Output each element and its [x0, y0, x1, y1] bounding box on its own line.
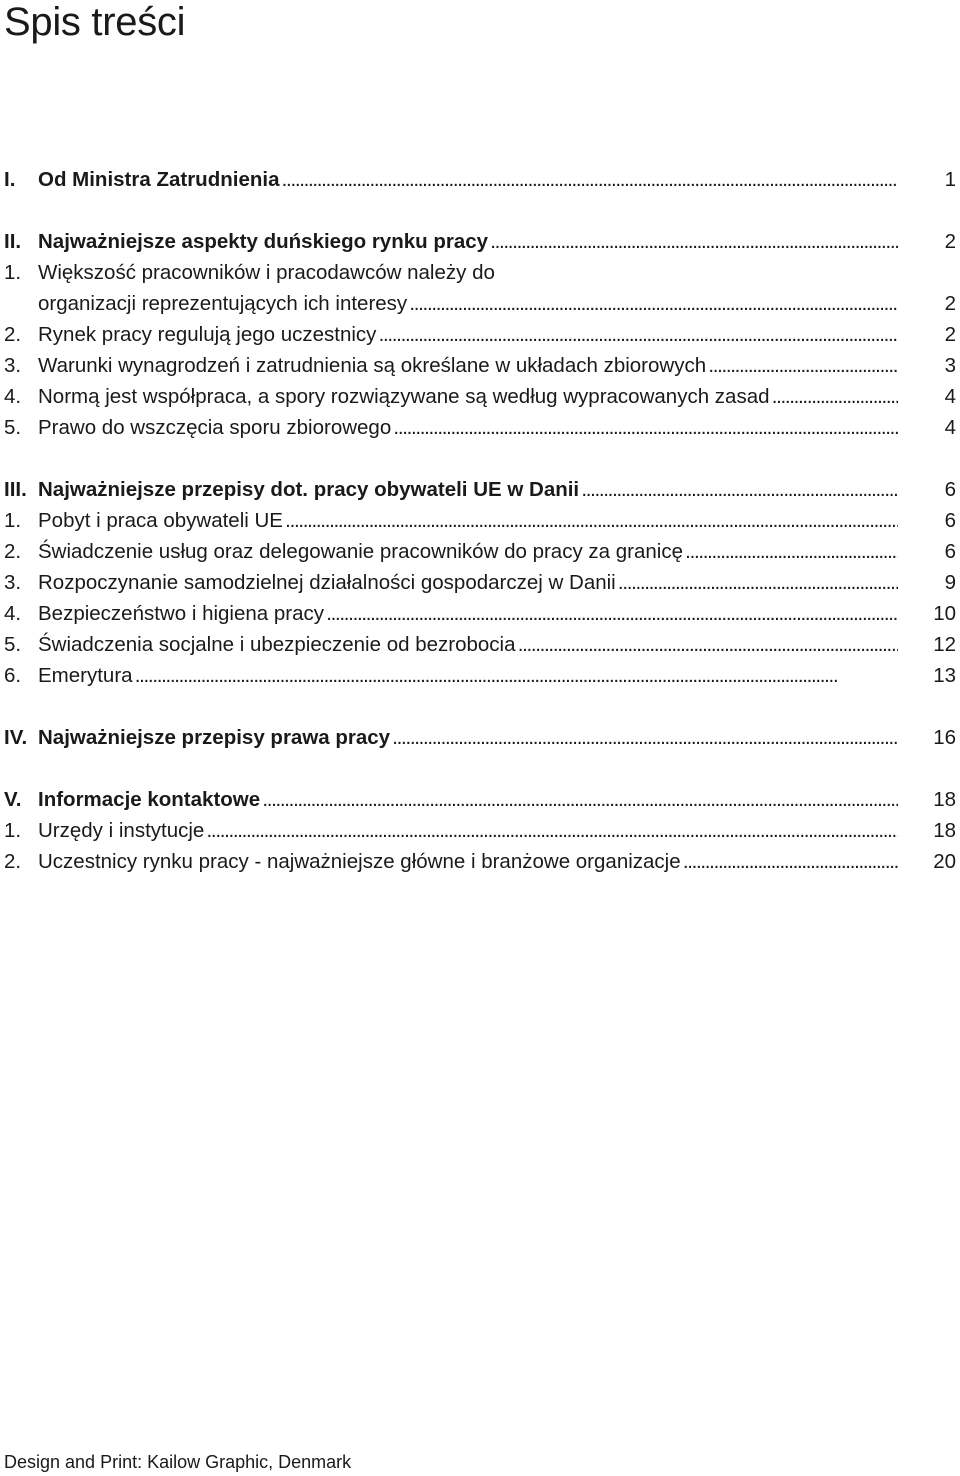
toc-entry[interactable] [4, 381, 956, 412]
toc-entry-page-number: 18 [933, 788, 956, 811]
toc-entry[interactable] [4, 257, 956, 288]
toc-entry-number: 2. [4, 850, 22, 873]
toc-entry[interactable] [4, 412, 956, 443]
toc-entry-number: 4. [4, 602, 22, 625]
toc-entry-number: 3. [4, 571, 22, 594]
toc-entry-label: Najważniejsze aspekty duńskiego rynku pracy . . . [38, 226, 898, 257]
toc-entry-page-number: 2 [944, 323, 956, 346]
toc-entry-number: 5. [4, 633, 22, 656]
toc-entry-number: 3. [4, 354, 22, 377]
toc-entry-page-number: 1 [944, 168, 956, 191]
toc-entry[interactable] [4, 350, 956, 381]
toc-entry-label: Od Ministra Zatrudnienia . . . [38, 164, 898, 195]
toc-entry[interactable] [4, 660, 956, 691]
toc-entry-label: Informacje kontaktowe . . . [38, 784, 898, 815]
toc-entry-page-number: 13 [933, 664, 956, 687]
toc-entry-page-number: 6 [944, 540, 956, 563]
toc-entry-label: Bezpieczeństwo i higiena pracy . . . [38, 598, 898, 629]
toc-entry-label: Prawo do wszczęcia sporu zbiorowego . . . [38, 412, 898, 443]
toc-entry-number: 2. [4, 323, 22, 346]
toc-entry[interactable] [4, 164, 956, 195]
toc-entry-label: Świadczenia socjalne i ubezpieczenie od bezrobocia . . . [38, 629, 898, 660]
footer-credit: Design and Print: Kailow Graphic, Denmark [4, 1452, 352, 1472]
toc-entry[interactable] [4, 846, 956, 877]
toc-entry-page-number: 2 [944, 230, 956, 253]
toc-entry-label: Urzędy i instytucje . . . [38, 815, 898, 846]
toc-entry-label: Uczestnicy rynku pracy - najważniejsze główne i branżowe organizacje . . . [38, 846, 898, 877]
toc-entry-page-number: 20 [933, 850, 956, 873]
toc-entry-page-number: 4 [944, 416, 956, 439]
toc-entry[interactable] [4, 288, 956, 319]
toc-entry-page-number: 6 [944, 478, 956, 501]
toc-entry[interactable] [4, 722, 956, 753]
toc-entry[interactable] [4, 815, 956, 846]
toc-entry[interactable] [4, 784, 956, 815]
toc-entry-page-number: 10 [933, 602, 956, 625]
toc-entry-label: Pobyt i praca obywateli UE . . . [38, 505, 898, 536]
toc-entry-label: Warunki wynagrodzeń i zatrudnienia są określane w układach zbiorowych . . . [38, 350, 898, 381]
toc-entry-label: organizacji reprezentujących ich interesy . . . [38, 288, 898, 319]
table-of-contents [4, 164, 956, 877]
toc-entry-page-number: 4 [944, 385, 956, 408]
toc-entry-number: III. [4, 478, 27, 501]
toc-entry-page-number: 16 [933, 726, 956, 749]
toc-entry-label: Rozpoczynanie samodzielnej działalności gospodarczej w Danii . . . [38, 567, 898, 598]
toc-entry-page-number: 18 [933, 819, 956, 842]
toc-entry-label: Rynek pracy regulują jego uczestnicy . . . [38, 319, 898, 350]
toc-entry[interactable] [4, 567, 956, 598]
toc-entry-number: 1. [4, 819, 22, 842]
toc-entry-page-number: 9 [944, 571, 956, 594]
toc-entry[interactable] [4, 629, 956, 660]
toc-entry-label: Normą jest współpraca, a spory rozwiązywane są według wypracowanych zasad . . . [38, 381, 898, 412]
toc-entry-page-number: 2 [944, 292, 956, 315]
toc-entry[interactable] [4, 505, 956, 536]
toc-entry-number: 5. [4, 416, 22, 439]
toc-entry[interactable] [4, 598, 956, 629]
toc-entry-number: IV. [4, 726, 28, 749]
toc-entry-label: Najważniejsze przepisy prawa pracy . . . [38, 722, 898, 753]
page-title: Spis treści [4, 0, 186, 44]
toc-entry-label: Najważniejsze przepisy dot. pracy obywateli UE w Danii . . . [38, 474, 898, 505]
toc-entry-label: Większość pracowników i pracodawców należy do [38, 261, 495, 284]
toc-entry-number: V. [4, 788, 22, 811]
toc-entry-label: Emerytura . . . [38, 660, 898, 691]
toc-entry-page-number: 6 [944, 509, 956, 532]
toc-entry-page-number: 12 [933, 633, 956, 656]
toc-entry[interactable] [4, 474, 956, 505]
toc-entry-number: II. [4, 230, 22, 253]
toc-entry-number: 4. [4, 385, 22, 408]
toc-entry-label: Świadczenie usług oraz delegowanie pracowników do pracy za granicę . . . [38, 536, 898, 567]
toc-entry-number: I. [4, 168, 16, 191]
toc-entry[interactable] [4, 319, 956, 350]
toc-entry-number: 6. [4, 664, 22, 687]
toc-entry[interactable] [4, 536, 956, 567]
toc-entry-page-number: 3 [944, 354, 956, 377]
toc-entry-number: 2. [4, 540, 22, 563]
toc-entry-number: 1. [4, 261, 22, 284]
toc-entry[interactable] [4, 226, 956, 257]
toc-entry-number: 1. [4, 509, 22, 532]
